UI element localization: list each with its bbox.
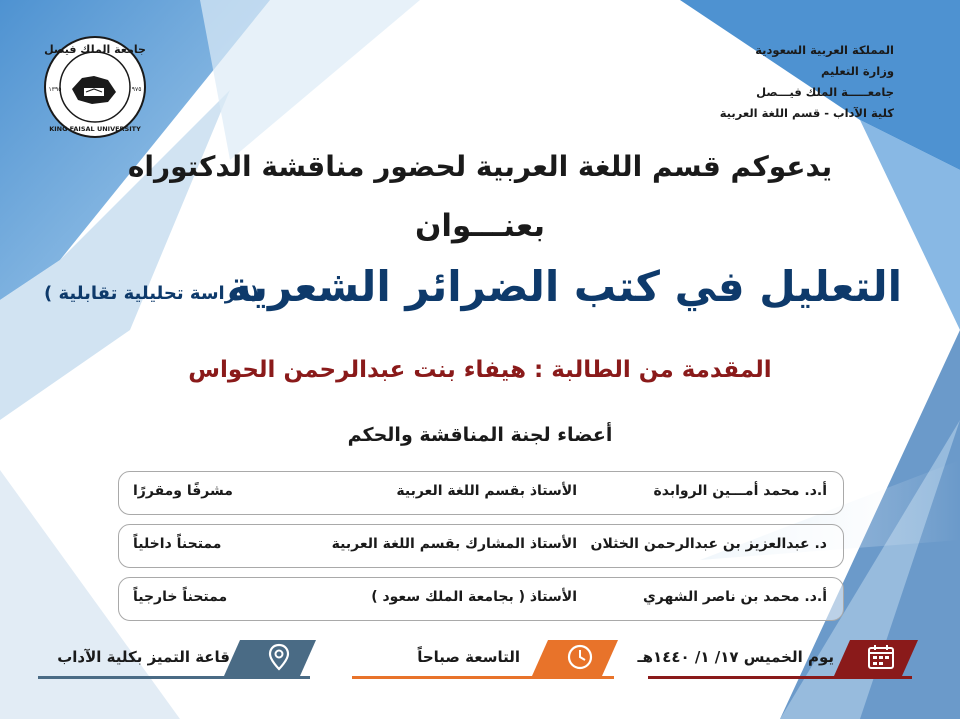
presenter-line: المقدمة من الطالبة : هيفاء بنت عبدالرحمن الحواس	[188, 357, 772, 383]
thesis-title: التعليل في كتب الضرائر الشعرية	[226, 262, 902, 311]
event-location: قاعة التميز بكلية الآداب	[57, 648, 230, 666]
ministry-header	[720, 40, 894, 124]
event-time: التاسعة صباحاً	[417, 648, 520, 666]
calendar-icon	[866, 643, 896, 671]
member-name: أ.د. محمد بن ناصر الشهري	[642, 589, 827, 605]
invitation-heading: يدعوكم قسم اللغة العربية لحضور مناقشة الدكتوراه	[127, 150, 833, 183]
member-name: أ.د. محمد أمـــين الروابدة	[653, 483, 827, 499]
member-name: د. عبدالعزيز بن عبدالرحمن الخثلان	[590, 536, 827, 552]
committee-row-external	[118, 577, 844, 621]
committee-heading: أعضاء لجنة المناقشة والحكم	[347, 424, 613, 446]
svg-text:١٣٩٥: ١٣٩٥	[48, 86, 62, 93]
member-role: ممتحناً داخلياً	[133, 536, 222, 552]
member-role: مشرفًا ومقررًا	[133, 483, 233, 499]
svg-text:جامعة الملك فيصل: جامعة الملك فيصل	[44, 43, 146, 56]
thesis-subtitle: ( دراسة تحليلية تقابلية )	[44, 283, 259, 304]
member-title: الأستاذ ( بجامعة الملك سعود )	[371, 589, 577, 605]
event-date: يوم الخميس ١٧/ ١/ ١٤٤٠هـ	[637, 648, 834, 666]
title-label: بعنـــوان	[414, 208, 546, 244]
ministry-line-college: كلية الآداب - قسم اللغة العربية	[719, 106, 894, 120]
ministry-line-country: المملكة العربية السعودية	[755, 43, 894, 57]
member-title: الأستاذ المشارك بقسم اللغة العربية	[331, 536, 577, 552]
clock-icon	[566, 643, 594, 671]
committee-row-internal	[118, 524, 844, 568]
university-seal-logo	[42, 34, 148, 140]
committee-row-supervisor	[118, 471, 844, 515]
member-title: الأستاذ بقسم اللغة العربية	[396, 483, 577, 499]
svg-text:KING FAISAL UNIVERSITY: KING FAISAL UNIVERSITY	[49, 125, 141, 133]
ministry-line-ministry: وزارة التعليم	[821, 64, 894, 78]
svg-text:١٩٧٥: ١٩٧٥	[128, 86, 142, 93]
location-pin-icon	[264, 643, 294, 671]
member-role: ممتحناً خارجياً	[133, 589, 228, 605]
ministry-line-university: جامعـــــة الملك فيـــصل	[756, 85, 894, 99]
